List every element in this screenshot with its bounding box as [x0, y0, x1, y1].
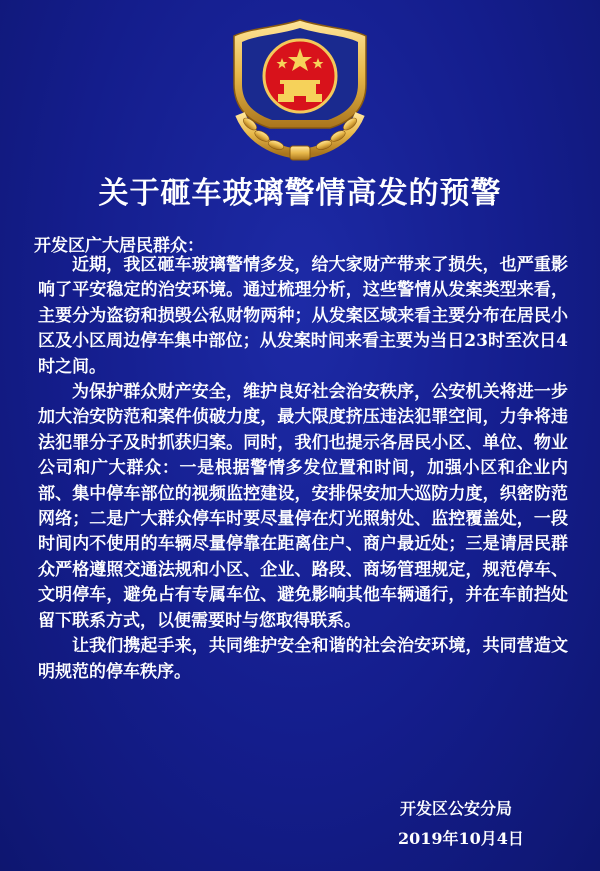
salutation: 开发区广大居民群众：	[34, 236, 204, 256]
body-paragraph: 为保护群众财产安全，维护良好社会治安秩序，公安机关将进一步加大治安防范和案件侦破力度，最大限度挤压违法犯罪空间，力争将违法犯罪分子及时抓获归案。同时，我们也提示各居民小区、单位、物业公司和广大群众：一是根据警情多发位置和时间，加强小区和企业内部、集中停车部位的视频监控建设，安排保安加大巡防力度，织密防范网络；二是广大群众停车时要尽量停在灯光照射处、监控覆盖处，一段时间内不使用的车辆尽量停靠在距离住户、商户最近处；三是请居民群众严格遵照交通法规和小区、企业、路段、商场管理规定，规范停车、文明停车，避免占有专属车位、避免影响其他车辆通行，并在车前挡处留下联系方式，以便需要时与您取得联系。	[38, 382, 568, 631]
notice-title: 关于砸车玻璃警情高发的预警	[98, 176, 502, 211]
notice-body	[38, 253, 568, 685]
police-emblem-icon	[220, 14, 380, 164]
body-paragraph: 让我们携起手来，共同维护安全和谐的社会治安环境，共同营造文明规范的停车秩序。	[38, 636, 568, 682]
issuer-signature: 开发区公安分局	[400, 799, 513, 818]
issue-date: 2019年10月4日	[398, 829, 524, 848]
body-paragraph: 近期，我区砸车玻璃警情多发，给大家财产带来了损失，也严重影响了平安稳定的治安环境。通过梳理分析，这些警情从发案类型来看，主要分为盗窃和损毁公私财物两种；从发案区域来看主要分布在居民小区及小区周边停车集中部位；从发案时间来看主要为当日23时至次日4时之间。	[38, 255, 568, 377]
